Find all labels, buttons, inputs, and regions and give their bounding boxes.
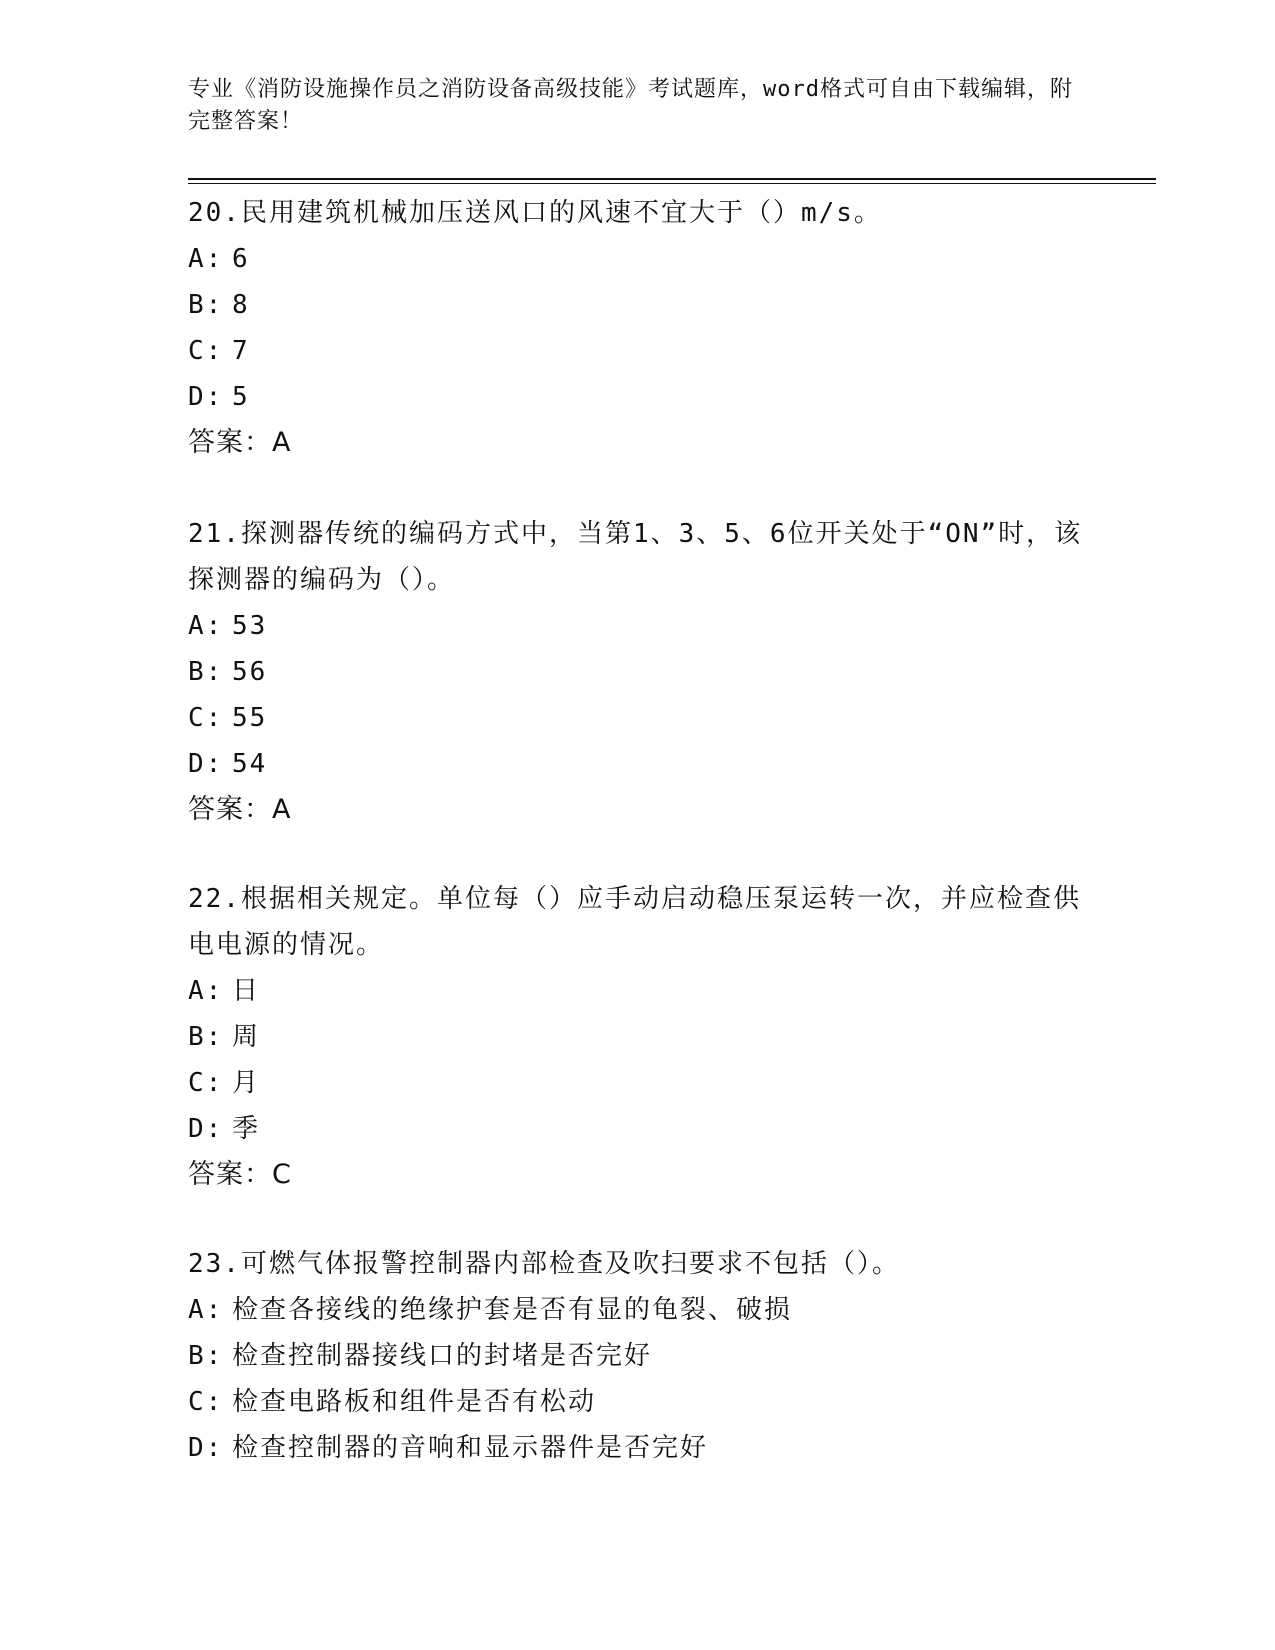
document-header: 专业《消防设施操作员之消防设备高级技能》考试题库，word格式可自由下载编辑，附完整答案！ — [188, 77, 1073, 134]
option-text: 53 — [232, 611, 268, 641]
question-22 — [188, 876, 1088, 1198]
answer-line: 答案：A — [188, 794, 292, 825]
option-key: C: — [188, 703, 224, 733]
option-c — [188, 1379, 1088, 1425]
option-key: A: — [188, 976, 224, 1006]
option-text: 检查电路板和组件是否有松动 — [232, 1387, 597, 1417]
option-b — [188, 649, 1088, 695]
option-d — [188, 374, 1088, 420]
option-text: 5 — [232, 382, 250, 412]
option-d — [188, 741, 1088, 787]
option-text: 检查控制器的音响和显示器件是否完好 — [232, 1433, 709, 1463]
option-text: 检查各接线的绝缘护套是否有显的龟裂、破损 — [232, 1295, 793, 1325]
option-text: 54 — [232, 749, 268, 779]
option-d — [188, 1425, 1088, 1471]
question-stem: 22.根据相关规定。单位每（）应手动启动稳压泵运转一次，并应检查供电电源的情况。 — [188, 884, 1081, 960]
option-key: B: — [188, 1341, 224, 1371]
option-text: 55 — [232, 703, 268, 733]
option-b — [188, 1333, 1088, 1379]
option-a — [188, 603, 1088, 649]
option-d — [188, 1106, 1088, 1152]
option-key: A: — [188, 1295, 224, 1325]
option-key: C: — [188, 336, 224, 366]
option-text: 6 — [232, 244, 250, 274]
option-text: 7 — [232, 336, 250, 366]
option-text: 检查控制器接线口的封堵是否完好 — [232, 1341, 653, 1371]
question-stem: 21.探测器传统的编码方式中，当第1、3、5、6位开关处于“ON”时，该探测器的编码为（）。 — [188, 519, 1083, 595]
question-23 — [188, 1241, 1088, 1471]
option-c — [188, 695, 1088, 741]
option-b — [188, 1014, 1088, 1060]
option-key: B: — [188, 290, 224, 320]
option-text: 日 — [232, 976, 261, 1006]
option-a — [188, 1287, 1088, 1333]
header-divider — [188, 178, 1156, 180]
option-key: B: — [188, 657, 224, 687]
option-key: A: — [188, 611, 224, 641]
option-text: 月 — [232, 1068, 261, 1098]
answer-line: 答案：C — [188, 1159, 292, 1190]
answer-line: 答案：A — [188, 427, 292, 458]
option-key: B: — [188, 1022, 224, 1052]
option-key: A: — [188, 244, 224, 274]
option-a — [188, 968, 1088, 1014]
option-key: D: — [188, 1114, 224, 1144]
question-stem: 20.民用建筑机械加压送风口的风速不宜大于（）m/s。 — [188, 198, 882, 228]
option-text: 56 — [232, 657, 268, 687]
option-key: D: — [188, 749, 224, 779]
header-divider-thin — [188, 183, 1156, 184]
option-a — [188, 236, 1088, 282]
question-stem: 23.可燃气体报警控制器内部检查及吹扫要求不包括（）。 — [188, 1249, 900, 1279]
option-key: C: — [188, 1387, 224, 1417]
option-text: 周 — [232, 1022, 261, 1052]
option-b — [188, 282, 1088, 328]
option-c — [188, 328, 1088, 374]
option-key: D: — [188, 1433, 224, 1463]
option-key: D: — [188, 382, 224, 412]
option-c — [188, 1060, 1088, 1106]
option-text: 8 — [232, 290, 250, 320]
question-20 — [188, 190, 1088, 466]
option-key: C: — [188, 1068, 224, 1098]
option-text: 季 — [232, 1114, 261, 1144]
question-21 — [188, 511, 1088, 833]
